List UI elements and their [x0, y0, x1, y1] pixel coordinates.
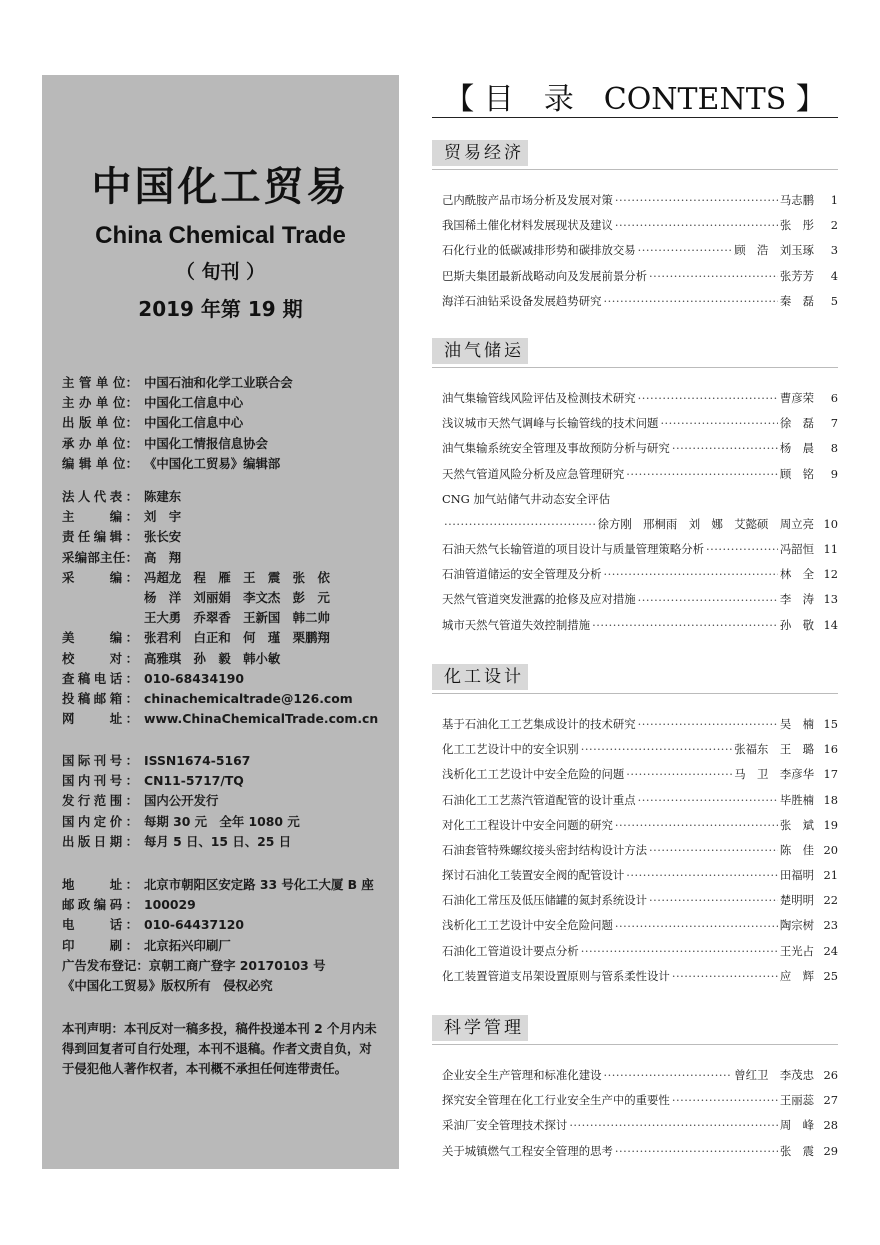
- info-value: 中国化工信息中心: [144, 415, 244, 431]
- toc-entry-author: 林 全: [779, 567, 814, 582]
- toc-entry-page: 17: [823, 767, 838, 782]
- toc-entry-author: 张 斌: [779, 817, 814, 832]
- editors-row: [62, 507, 392, 527]
- info-label: 国内定价：: [62, 813, 138, 829]
- address-row: [62, 895, 392, 915]
- toc-entry-page: 12: [823, 567, 838, 582]
- toc-entry-author: 田福明: [779, 868, 814, 883]
- publishers-row: [62, 373, 392, 393]
- address-row: [62, 915, 392, 935]
- toc-entry-author: 秦 磊: [779, 293, 814, 308]
- info-label: 出 版 单 位：: [62, 415, 138, 431]
- toc-entry-page: 7: [830, 416, 838, 431]
- info-value: 冯超龙 程 雁 王 震 张 依: [144, 569, 330, 585]
- section-heading-label: 化工设计: [432, 664, 528, 690]
- info-value: 100029: [144, 897, 196, 913]
- section-heading-label: 油气储运: [432, 338, 528, 364]
- toc-entry-page: 11: [823, 542, 838, 557]
- toc-leader-dots: [638, 712, 778, 737]
- info-label: 出版日期：: [62, 833, 138, 849]
- info-value: 中国化工信息中心: [144, 395, 244, 411]
- info-label: 主 办 单 位：: [62, 395, 138, 411]
- info-label: 主 管 单 位：: [62, 375, 138, 390]
- info-label: 主 编：: [62, 509, 138, 525]
- toc-entry-page: 19: [823, 817, 838, 832]
- toc-entry[interactable]: [432, 264, 838, 289]
- toc-leader-dots: [603, 1063, 732, 1088]
- info-label: 国内刊号：: [62, 773, 138, 789]
- address-row: [62, 936, 392, 956]
- toc-entry-author: 王丽蕊: [779, 1093, 814, 1108]
- toc-entry-page: 5: [830, 293, 838, 308]
- toc-entry[interactable]: [432, 914, 838, 939]
- info-value: 010-68434190: [144, 670, 244, 686]
- toc-leader-dots: [638, 386, 778, 411]
- toc-entry[interactable]: [432, 712, 838, 737]
- toc-entry-author: 李 涛: [779, 592, 814, 607]
- toc-leader-dots: [626, 762, 732, 787]
- publishers-row: [62, 413, 392, 433]
- toc-leader-dots: [672, 436, 778, 461]
- toc-entry[interactable]: [432, 762, 838, 787]
- toc-entry[interactable]: [432, 537, 838, 562]
- info-label: 地 址：: [62, 877, 138, 892]
- toc-entry-title: 城市天然气管道失效控制措施: [442, 617, 591, 632]
- toc-entry-author: 张福东 王 璐: [734, 742, 814, 757]
- info-label: 校 对：: [62, 650, 138, 666]
- editors-row: [62, 628, 392, 648]
- toc-leader-dots: [706, 537, 778, 562]
- toc-leader-dots: [615, 1139, 778, 1164]
- serial-row: [62, 771, 392, 791]
- toc-leader-dots: [603, 562, 777, 587]
- info-label: 国际刊号：: [62, 753, 138, 768]
- toc-leader-dots: [660, 411, 777, 436]
- info-label: 投稿邮箱：: [62, 690, 138, 706]
- toc-entry[interactable]: [432, 188, 838, 213]
- toc-entry-page: 26: [823, 1067, 838, 1082]
- toc-entry[interactable]: [432, 213, 838, 238]
- toc-entry-author: 周 峰: [779, 1118, 814, 1133]
- toc-entry-page: 24: [823, 943, 838, 958]
- toc-entry-title: 天然气管道突发泄露的抢修及应对措施: [442, 592, 636, 607]
- publishers-row: [62, 454, 392, 474]
- toc-entry-page: 3: [830, 243, 838, 258]
- editors-row: [62, 588, 392, 608]
- toc-entry-page: 22: [823, 893, 838, 908]
- toc-leader-dots: [649, 264, 778, 289]
- info-label: 编 辑 单 位：: [62, 455, 138, 471]
- info-value: www.ChinaChemicalTrade.com.cn: [144, 711, 379, 727]
- toc-entry-author: 冯韶恒: [779, 542, 814, 557]
- toc-entry-page: 9: [830, 466, 838, 481]
- info-label: 法人代表：: [62, 489, 138, 504]
- toc-leader-dots: [672, 964, 778, 989]
- toc-entry[interactable]: [432, 964, 838, 989]
- toc-entry-page: 20: [823, 842, 838, 857]
- journal-frequency: （ 旬刊 ）: [175, 261, 266, 283]
- toc-entry-title: 化工装置管道支吊架设置原则与管系柔性设计: [442, 968, 670, 983]
- toc-entry-author: 毕胜楠: [779, 792, 814, 807]
- info-value: 北京市朝阳区安定路 33 号化工大厦 B 座: [144, 877, 374, 892]
- toc-entry-title: 采油厂安全管理技术探讨: [442, 1118, 568, 1133]
- toc-section: [432, 1015, 838, 1164]
- info-value: 陈建东: [144, 489, 182, 504]
- toc-entry-title: 浅析化工工艺设计中安全危险问题: [442, 918, 613, 933]
- toc-leader-dots: [649, 888, 778, 913]
- address-rows: [62, 875, 392, 956]
- toc-entry[interactable]: [432, 462, 838, 487]
- toc-entry-author: 张 震: [779, 1143, 814, 1158]
- toc-entry-title: 关于城镇燃气工程安全管理的思考: [442, 1143, 613, 1158]
- toc-entry[interactable]: [432, 238, 838, 263]
- editors-row: [62, 669, 392, 689]
- info-label: 承 办 单 位：: [62, 435, 138, 451]
- toc-list: [432, 1063, 838, 1164]
- toc-entry-title: 己内酰胺产品市场分析及发展对策: [442, 192, 613, 207]
- toc-entry-author: 王光占: [779, 943, 814, 958]
- address-block: [62, 875, 392, 996]
- info-label: 采 编：: [62, 569, 138, 585]
- toc-entry-title: 油气集输管线风险评估及检测技术研究: [442, 390, 636, 405]
- info-value: CN11-5717/TQ: [144, 773, 244, 789]
- toc-entry-page: 4: [830, 268, 838, 283]
- toc-entry-author: 陶宗树: [779, 918, 814, 933]
- info-label: 印 刷：: [62, 937, 138, 953]
- info-value: 每月 5 日、15 日、25 日: [144, 833, 292, 849]
- info-label: 查稿电话：: [62, 670, 138, 686]
- info-label: 采编部主任：: [62, 549, 138, 565]
- journal-info-panel: [42, 75, 399, 1169]
- toc-entry-title: 基于石油化工工艺集成设计的技术研究: [442, 716, 636, 731]
- toc-leader-dots: [672, 1088, 778, 1113]
- toc-entry-author: 吴 楠: [779, 716, 814, 731]
- toc-entry[interactable]: [432, 888, 838, 913]
- serial-row: [62, 832, 392, 852]
- toc-entry-title: 巴斯夫集团最新战略动向及发展前景分析: [442, 268, 648, 283]
- toc-entry-page: 14: [823, 617, 838, 632]
- toc-leader-dots: [638, 238, 733, 263]
- toc-leader-dots: [615, 188, 778, 213]
- toc-entry-title: 浅议城市天然气调峰与长输管线的技术问题: [442, 416, 659, 431]
- toc-entry-title: 海洋石油钻采设备发展趋势研究: [442, 293, 602, 308]
- serial-row: [62, 751, 392, 771]
- toc-entry[interactable]: [432, 289, 838, 314]
- toc-entry-page: 10: [823, 516, 838, 531]
- info-value: 每期 30 元 全年 1080 元: [144, 813, 300, 829]
- editors-row: [62, 689, 392, 709]
- toc-entry-title: CNG 加气站储气井动态安全评估: [442, 491, 611, 506]
- toc-entry-page: 21: [823, 868, 838, 883]
- toc-leader-dots: [638, 788, 778, 813]
- toc-leader-dots: [638, 588, 778, 613]
- toc-entry-author: 顾 浩 刘玉琢: [734, 243, 814, 258]
- toc-entry-author: 马 卫 李彦华: [734, 767, 814, 782]
- toc-leader-dots: [615, 213, 778, 238]
- toc-list: [432, 188, 838, 314]
- toc-entry[interactable]: [432, 1139, 838, 1164]
- info-label: 发行范围：: [62, 793, 138, 809]
- journal-title-en: China Chemical Trade: [95, 222, 346, 249]
- toc-leader-dots: [581, 737, 733, 762]
- serial-row: [62, 812, 392, 832]
- toc-entry-title: 化工工艺设计中的安全识别: [442, 742, 579, 757]
- toc-entry-page: 16: [823, 742, 838, 757]
- toc-entry-author: 孙 敬: [779, 617, 814, 632]
- toc-leader-dots: [626, 863, 778, 888]
- info-value: 王大勇 乔翠香 王新国 韩二帅: [144, 610, 330, 626]
- toc-entry-title: 石油套管特殊螺纹接头密封结构设计方法: [442, 842, 648, 857]
- toc-entry[interactable]: [432, 613, 838, 638]
- toc-entry[interactable]: [432, 1063, 838, 1088]
- info-value: 国内公开发行: [144, 793, 219, 809]
- toc-entry[interactable]: [432, 1113, 838, 1138]
- toc-entry-title: 探讨石油化工装置安全阀的配管设计: [442, 868, 625, 883]
- toc-leader-dots: [592, 613, 778, 638]
- toc-list: [432, 712, 838, 989]
- toc-entry-author: 张 彤: [779, 218, 814, 233]
- toc-entry-author: 曹彦荣: [779, 390, 814, 405]
- info-value: 北京拓兴印刷厂: [144, 937, 231, 953]
- journal-title-cn: 中国化工贸易: [91, 164, 350, 210]
- toc-entry-title: 石油化工常压及低压储罐的氮封系统设计: [442, 893, 648, 908]
- toc-list: [432, 386, 838, 638]
- info-value: ISSN1674-5167: [144, 753, 251, 768]
- toc-leader-dots: [649, 838, 778, 863]
- contents-header: [432, 70, 838, 118]
- toc-section: [432, 664, 838, 989]
- toc-entry-title: 石油管道储运的安全管理及分析: [442, 567, 602, 582]
- toc-entry[interactable]: [432, 737, 838, 762]
- info-value: 张长安: [144, 529, 182, 545]
- info-value: 中国石油和化学工业联合会: [144, 375, 293, 390]
- toc-leader-dots: [581, 939, 778, 964]
- info-value: 高雅琪 孙 毅 韩小敏: [144, 650, 281, 666]
- toc-entry[interactable]: [432, 411, 838, 436]
- toc-entry-page: 6: [830, 390, 838, 405]
- publishers-row: [62, 393, 392, 413]
- section-heading: [432, 664, 838, 694]
- toc-entry-page: 29: [823, 1143, 838, 1158]
- toc-entry-page: 1: [830, 192, 838, 207]
- info-value: 高 翔: [144, 549, 182, 565]
- info-label: [62, 588, 144, 608]
- toc-section: [432, 140, 838, 314]
- toc-entry[interactable]: [432, 813, 838, 838]
- info-label: 责任编辑：: [62, 529, 138, 545]
- toc-entry[interactable]: [432, 588, 838, 613]
- info-label: 网 址：: [62, 711, 138, 727]
- toc-entry-page: 23: [823, 918, 838, 933]
- toc-entry-title: 探究安全管理在化工行业安全生产中的重要性: [442, 1093, 670, 1108]
- editors-row: [62, 487, 392, 507]
- address-row: [62, 875, 392, 895]
- toc-entry-title: 我国稀土催化材料发展现状及建议: [442, 218, 613, 233]
- toc-entry-author: 应 辉: [779, 968, 814, 983]
- toc-entry-author: 徐方刚 邢桐雨 刘 娜 艾懿硕 周立亮: [597, 516, 814, 531]
- toc-entry-title: 石油化工工艺蒸汽管道配管的设计重点: [442, 792, 636, 807]
- info-value: 杨 洋 刘丽娟 李文杰 彭 元: [144, 589, 330, 605]
- toc-entry[interactable]: [432, 512, 838, 537]
- toc-entry[interactable]: [432, 487, 838, 512]
- editors-row: [62, 649, 392, 669]
- toc-entry-author: 楚明明: [779, 893, 814, 908]
- info-value: 刘 宇: [144, 509, 182, 525]
- toc-entry[interactable]: [432, 939, 838, 964]
- toc-leader-dots: [569, 1113, 778, 1138]
- toc-section: [432, 338, 838, 638]
- editors-row: [62, 548, 392, 568]
- info-label: [62, 608, 144, 628]
- section-heading-label: 贸易经济: [432, 140, 528, 166]
- toc-entry-page: 28: [823, 1118, 838, 1133]
- editorial-staff-block: [62, 487, 392, 729]
- toc-leader-dots: [603, 289, 777, 314]
- info-value: 张君利 白正和 何 瑾 栗鹏翔: [144, 630, 330, 646]
- toc-entry-title: 石化行业的低碳减排形势和碳排放交易: [442, 243, 636, 258]
- section-heading: [432, 1015, 838, 1045]
- toc-leader-dots: [626, 462, 778, 487]
- journal-notice: 本刊声明：本刊反对一稿多投，稿件投递本刊 2 个月内未得到回复者可自行处理，本刊不退稿。作者文责自负，对于侵犯他人著作权者，本刊概不承担任何连带责任。: [62, 1021, 377, 1077]
- section-heading-label: 科学管理: [432, 1015, 528, 1041]
- toc-entry-author: 马志鹏: [779, 192, 814, 207]
- toc-entry-author: 张芳芳: [779, 268, 814, 283]
- toc-entry[interactable]: [432, 788, 838, 813]
- info-value: chinachemicaltrade@126.com: [144, 690, 353, 706]
- toc-leader-dots: [444, 512, 596, 537]
- toc-entry-title: 石油化工管道设计要点分析: [442, 943, 579, 958]
- info-value: 《中国化工贸易》编辑部: [144, 455, 281, 471]
- publisher-block: [62, 373, 392, 474]
- serial-info-block: [62, 751, 392, 852]
- toc-entry-page: 25: [823, 968, 838, 983]
- toc-entry-title: 油气集输系统安全管理及事故预防分析与研究: [442, 441, 670, 456]
- toc-entry[interactable]: [432, 562, 838, 587]
- section-heading: [432, 140, 838, 170]
- toc-leader-dots: [615, 914, 778, 939]
- info-value: 中国化工情报信息协会: [144, 435, 268, 451]
- info-label: 美 编：: [62, 630, 138, 646]
- toc-entry-title: 企业安全生产管理和标准化建设: [442, 1067, 602, 1082]
- editors-row: [62, 608, 392, 628]
- toc-entry[interactable]: [432, 436, 838, 461]
- toc-entry-title: 对化工工程设计中安全问题的研究: [442, 817, 613, 832]
- toc-entry-author: 曾红卫 李茂忠: [734, 1067, 814, 1082]
- toc-entry-author: 徐 磊: [779, 416, 814, 431]
- toc-leader-dots: [615, 813, 778, 838]
- copyright-line: 《中国化工贸易》版权所有 侵权必究: [62, 977, 273, 993]
- toc-entry-page: 2: [830, 218, 838, 233]
- section-heading: [432, 338, 838, 368]
- toc-entry-author: 杨 晨: [779, 441, 814, 456]
- toc-entry[interactable]: [432, 1088, 838, 1113]
- serial-row: [62, 791, 392, 811]
- contents-title: 【 目 录 CONTENTS 】: [444, 82, 826, 117]
- toc-entry-title: 石油天然气长输管道的项目设计与质量管理策略分析: [442, 542, 704, 557]
- toc-entry-title: 浅析化工工艺设计中安全危险的问题: [442, 767, 625, 782]
- toc-entry-title: 天然气管道风险分析及应急管理研究: [442, 466, 625, 481]
- editors-row: [62, 709, 392, 729]
- toc-entry-author: 陈 佳: [779, 842, 814, 857]
- toc-entry-page: 13: [823, 592, 838, 607]
- publishers-row: [62, 434, 392, 454]
- info-label: 电 话：: [62, 917, 138, 933]
- editors-row: [62, 568, 392, 588]
- toc-entry[interactable]: [432, 386, 838, 411]
- toc-entry[interactable]: [432, 838, 838, 863]
- toc-entry-page: 8: [830, 441, 838, 456]
- info-value: 010-64437120: [144, 917, 244, 933]
- info-label: 邮政编码：: [62, 897, 138, 913]
- ad-registration: 广告发布登记：京朝工商广登字 20170103 号: [62, 957, 326, 973]
- toc-entry-author: 顾 铭: [779, 466, 814, 481]
- toc-entry[interactable]: [432, 863, 838, 888]
- toc-entry-page: 15: [823, 716, 838, 731]
- toc-entry-page: 27: [823, 1093, 838, 1108]
- journal-issue: 2019 年第 19 期: [138, 297, 303, 321]
- editors-row: [62, 527, 392, 547]
- toc-entry-page: 18: [823, 792, 838, 807]
